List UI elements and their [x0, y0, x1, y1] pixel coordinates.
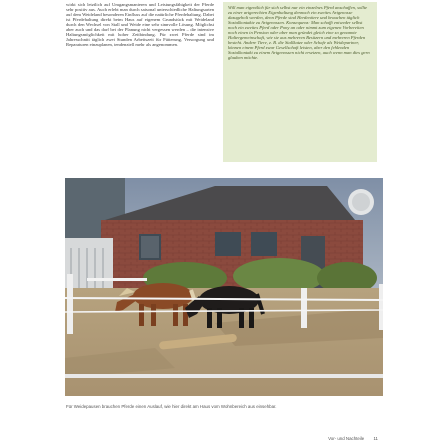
footer-section-title: Vor- und Nachteile — [328, 436, 365, 441]
photo-caption: Für Weidepausen brauchen Pferde einen Auslauf, wie hier direkt am Haus vom Wohnbereich aus einsehbar. — [66, 404, 277, 409]
sidebar-box-paragraph: Will man eigentlich für sich selbst nur ein einzelnes Pferd anschaffen, sollte zu einer artgerechten Eigenhaltung dennoch ein zweites Artgenosse dazugeholt werden, denn Pferde sind Herdentiere und brauchen täglich Sozialkontakte zu Artgenossen. Konsequenz: Man schafft entweder selbst noch ein zweites Pferd oder Pony an oder nimmt zum eigenen Vorbereiten noch einen in Pension oder aber man gründet gleich eine so genannte Haltergemeinschaft, wie sie aus mehreren Besitzern und mehreren Pferden besteht. Andere Tiere, z. B. die Stallkatze oder Schafe als Weidepartner, können einem Pferd zwar Gesellschaft leisten, aber den fehlenden Sozialkontakt zu einem Artgenossen nicht ersetzen, auch wenn man dies gern glauben möchte. — [228, 5, 370, 61]
sidebar-info-box — [223, 2, 377, 162]
page-number: 11 — [373, 436, 378, 441]
left-text-column — [66, 2, 214, 160]
page-footer — [320, 436, 378, 441]
horses-paddock-photo — [65, 178, 383, 396]
left-column-paragraph: wirkt sich letztlich auf Umgangsmanieren und Leistungsfähigkeit der Pferde sehr positiv aus. Auch erlebt man durch saisonal unterschiedliche Haltungsarten auf dem Weideland besonderen Einfluss auf die natürliche Pferdehaltung. Dabei ist Pferdehaltung direkt beim Haus auf eigenem Grundstück mit Weideland durch den Wechsel von Stall und Weide eine sehr sinnvolle Lösung. Möglichst aber auch und das darf bei der Planung nicht vergessen werden – die intensive Haltungsmöglichkeit mit hoher Zeitbindung. Für zwei Pferde sind im Jahresschnitt täglich zwei Stunden Arbeitszeit für Fütterung, Versorgung und Reparaturen einzuplanen, tendenziell mehr als angenommen. — [66, 2, 214, 48]
